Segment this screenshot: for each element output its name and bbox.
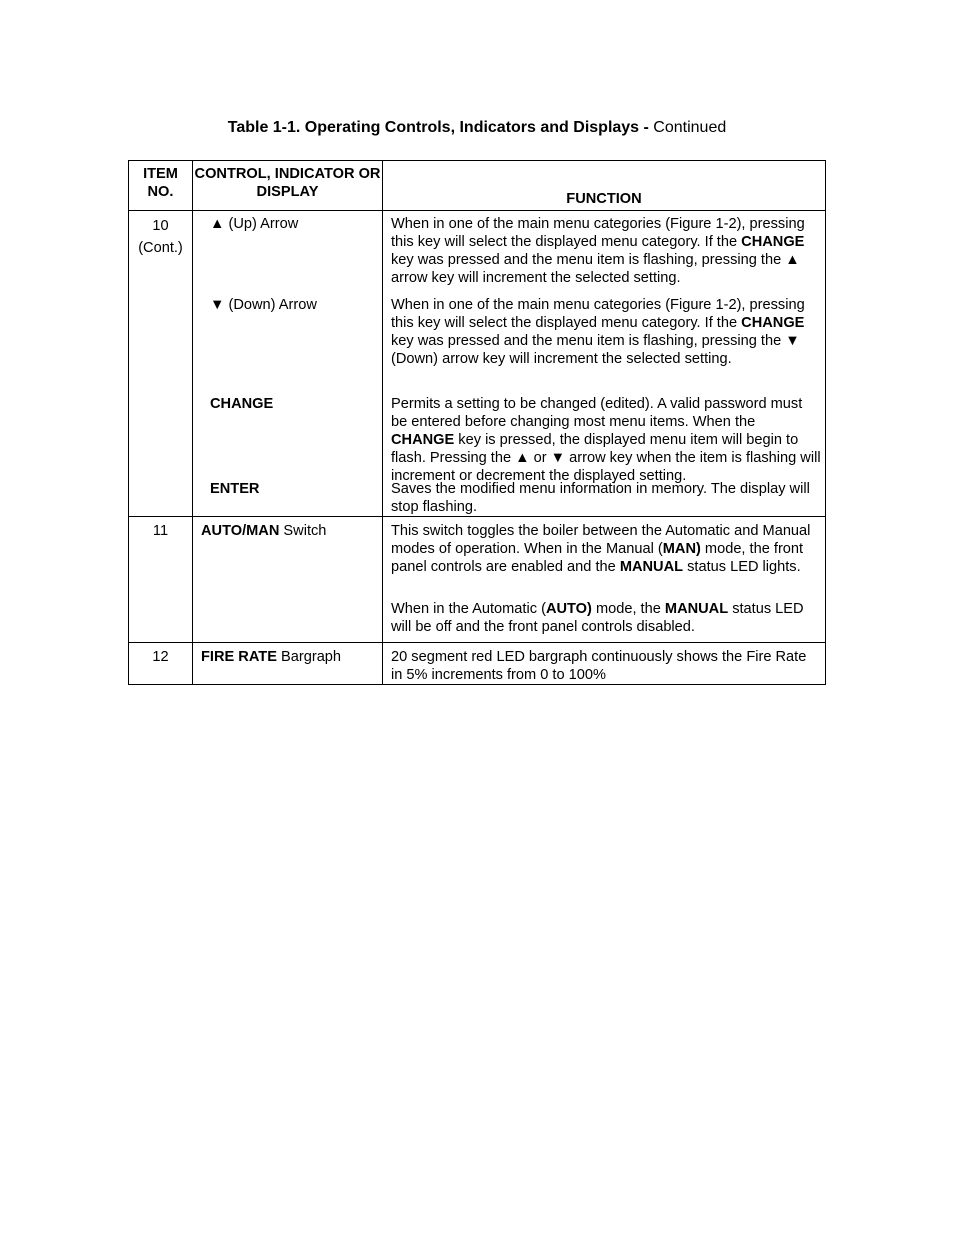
function-text: status LED will be off and the front panel controls disabled.: [391, 601, 804, 635]
function-text: When in one of the main menu categories (Figure 1-2), pressing this key will select the displayed menu category. If the: [391, 297, 805, 331]
control-bold: FIRE RATE: [201, 649, 277, 665]
function-text: key is pressed, the displayed menu item will begin to flash. Pressing the ▲ or ▼ arrow key when the item is flashing will increment or decrement the displayed setting.: [391, 432, 821, 484]
function-enter: [383, 480, 825, 516]
function-text: Permits a setting to be changed (edited). A valid password must be entered before changing most menu items. When the: [391, 396, 803, 430]
header-control: CONTROL, INDICATOR OR DISPLAY: [193, 161, 383, 211]
function-bold-change: CHANGE: [741, 234, 805, 250]
table-title: [128, 118, 826, 138]
function-text: mode, the front panel controls are enabled and the: [391, 541, 804, 575]
function-text: When in the Automatic (: [391, 601, 546, 617]
table-row: [129, 643, 826, 685]
item-number-cell: [129, 517, 193, 643]
function-auto-man-para1: [383, 522, 825, 576]
function-bold: MANUAL: [664, 601, 729, 617]
table-row: [129, 211, 826, 517]
function-bold: MANUAL: [619, 559, 684, 575]
function-change: [383, 386, 825, 484]
control-auto-man-switch: [193, 522, 382, 540]
header-function: FUNCTION: [383, 161, 826, 211]
table-title-bold: Table 1-1. Operating Controls, Indicators and Displays -: [227, 119, 654, 136]
function-text: key was pressed and the menu item is flashing, pressing the ▲ arrow key will increment the selected setting.: [391, 252, 800, 286]
function-fire-rate: 20 segment red LED bargraph continuously shows the Fire Rate in 5% increments from 0 to 100%: [391, 649, 807, 683]
function-text: When in one of the main menu categories (Figure 1-2), pressing this key will select the displayed menu category. If the: [391, 216, 805, 250]
function-bold-change: CHANGE: [391, 432, 455, 448]
item-number-cell: [129, 643, 193, 685]
item-number-sub: (Cont.): [138, 240, 183, 256]
function-down-arrow: [383, 287, 825, 386]
function-bold-change: CHANGE: [741, 315, 805, 331]
item-number: 10: [152, 218, 169, 234]
function-bold: AUTO): [545, 601, 592, 617]
header-item-no: ITEM NO.: [129, 161, 193, 211]
control-up-arrow: ▲ (Up) Arrow: [210, 216, 299, 232]
function-cell: [383, 517, 826, 643]
control-text: Bargraph: [276, 649, 342, 665]
control-change: CHANGE: [210, 396, 274, 412]
table-row: [129, 517, 826, 643]
control-cell: [193, 211, 383, 517]
function-up-arrow: [383, 215, 825, 287]
controls-table: [128, 160, 826, 685]
function-text: This switch toggles the boiler between the Automatic and Manual modes of operation. When in the Manual (: [391, 523, 811, 557]
item-number: 12: [152, 649, 169, 665]
header-row: [129, 161, 826, 211]
control-fire-rate-bargraph: [193, 648, 382, 666]
function-cell: [383, 643, 826, 685]
control-cell: [193, 643, 383, 685]
function-text: mode, the: [591, 601, 665, 617]
control-enter: ENTER: [210, 481, 260, 497]
item-number: 11: [152, 523, 169, 539]
control-cell: [193, 517, 383, 643]
function-bold: MAN): [662, 541, 701, 557]
table-title-continued: Continued: [653, 119, 727, 136]
control-text: Switch: [279, 523, 327, 539]
control-bold: AUTO/MAN: [201, 523, 280, 539]
function-auto-man-para2: [383, 600, 825, 636]
item-number-cell: [129, 211, 193, 517]
function-text: Saves the modified menu information in memory. The display will stop flashing.: [391, 481, 810, 515]
function-text: status LED lights.: [683, 559, 801, 575]
function-cell: [383, 211, 826, 517]
function-text: key was pressed and the menu item is flashing, pressing the ▼ (Down) arrow key will increment the selected setting.: [391, 333, 800, 367]
control-down-arrow: ▼ (Down) Arrow: [210, 297, 317, 313]
